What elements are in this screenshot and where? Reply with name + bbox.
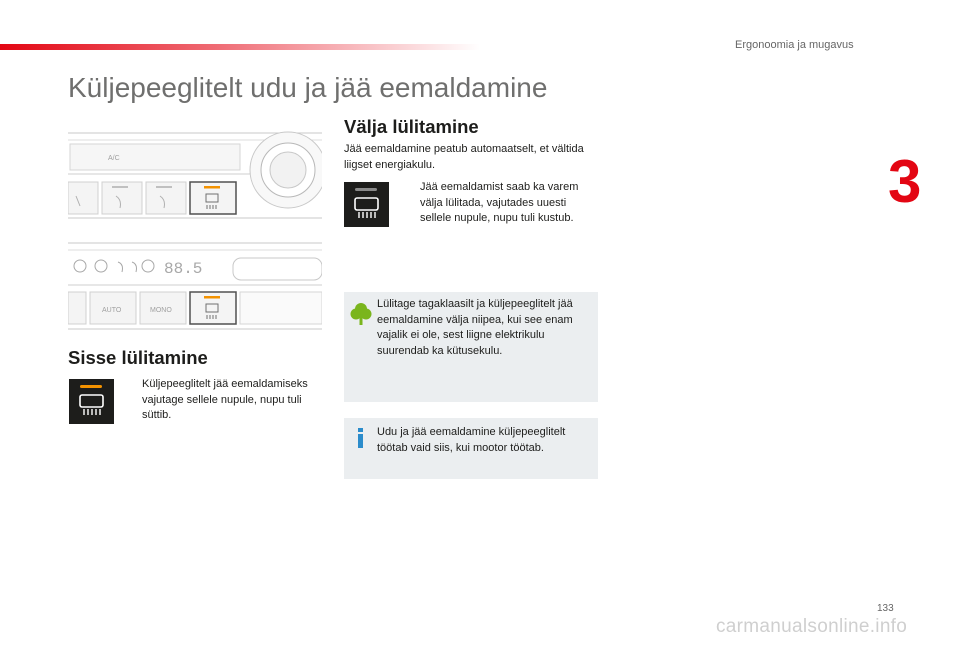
info-box xyxy=(344,418,598,479)
header-accent-bar xyxy=(0,44,480,50)
eco-tip-text: Lülitage tagaklaasilt ja küljepeeglitelt jää eemaldamine välja niipea, kui see enam vajalik ei ole, sest liigne elektrikulu suurendab ka kütusekulu. xyxy=(377,298,573,357)
heading-switch-off: Välja lülitamine xyxy=(344,116,479,137)
mono-label: MONO xyxy=(150,307,172,314)
ac-label: A/C xyxy=(108,155,120,162)
mirror-defrost-button-on xyxy=(69,379,114,424)
mirror-defrost-icon xyxy=(78,393,105,417)
page-title: Küljepeeglitelt udu ja jää eemaldamine xyxy=(68,72,548,103)
watermark: carmanualsonline.info xyxy=(716,616,908,637)
switch-off-intro: Jää eemaldamine peatub automaatselt, et vältida liigset energiakulu. xyxy=(344,143,584,171)
eco-tip-box xyxy=(344,292,598,402)
page-number: 133 xyxy=(877,603,894,614)
control-panel-illustration-top xyxy=(68,130,322,220)
bullet-switch-on xyxy=(120,377,320,424)
auto-label: AUTO xyxy=(102,307,122,314)
section-header: Ergonoomia ja mugavus xyxy=(735,39,854,51)
control-panel-illustration-bottom xyxy=(68,240,322,332)
info-icon xyxy=(356,428,366,448)
indicator-light-on xyxy=(80,385,102,388)
temperature-display: 88.5 xyxy=(164,260,203,278)
info-text: Udu ja jää eemaldamine küljepeeglitelt töötab vaid siis, kui mootor töötab. xyxy=(377,426,566,454)
bullet-switch-on-text: Küljepeeglitelt jää eemaldamiseks vajutage sellele nupule, nupu tuli süttib. xyxy=(142,378,308,421)
bullet-switch-off xyxy=(398,180,598,227)
heading-switch-on: Sisse lülitamine xyxy=(68,347,208,368)
mirror-defrost-button-off xyxy=(344,182,389,227)
bullet-switch-off-text: Jää eemaldamist saab ka varem välja lülitada, vajutades uuesti sellele nupule, nupu tuli kustub. xyxy=(420,181,579,224)
chapter-number: 3 xyxy=(888,148,920,215)
indicator-light-off xyxy=(355,188,377,191)
tree-icon xyxy=(350,302,372,326)
mirror-defrost-icon xyxy=(353,196,380,220)
